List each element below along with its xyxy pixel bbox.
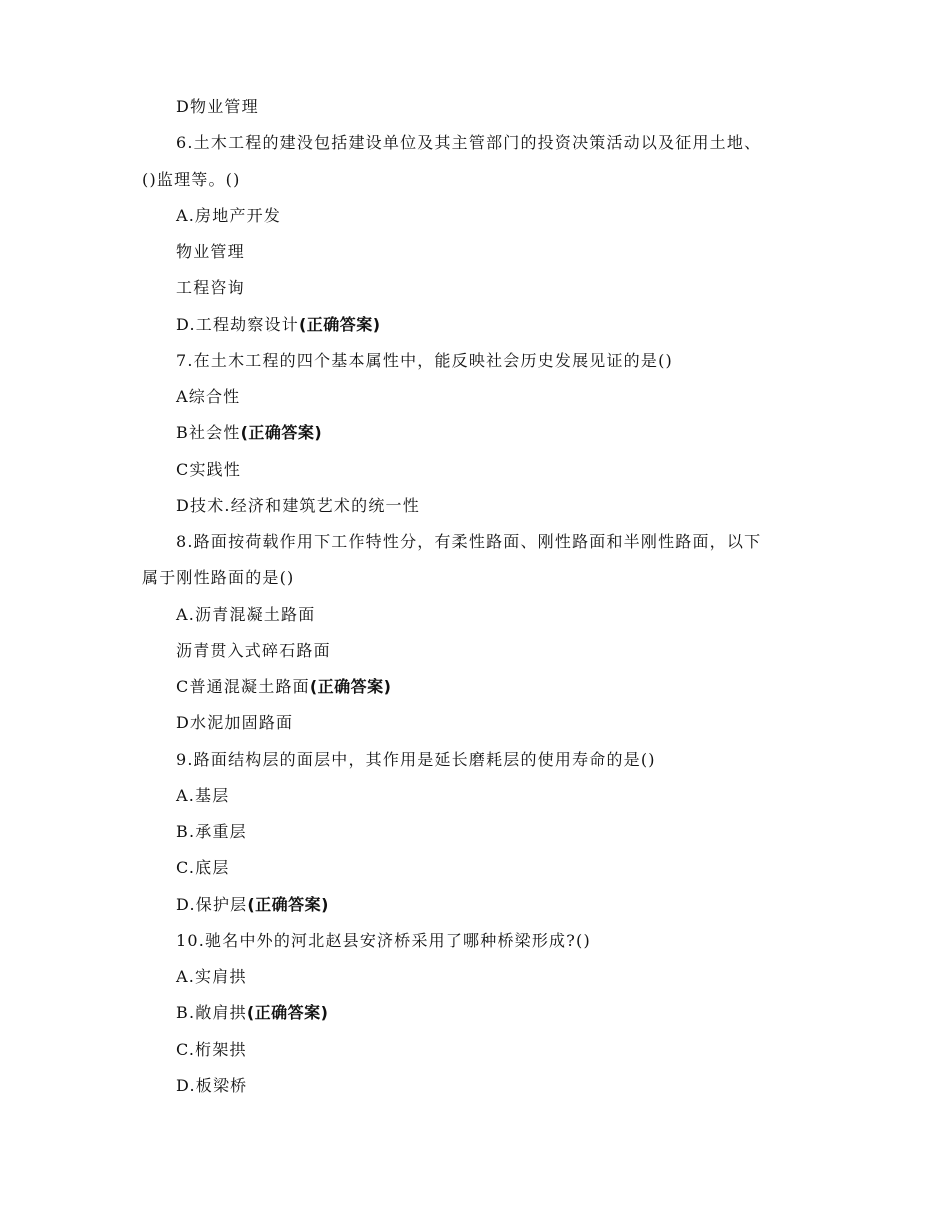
option-line: 工程咨询 — [176, 278, 245, 297]
option-line: 沥青贯入式碎石路面 — [176, 641, 331, 660]
question-continuation-line: 属于刚性路面的是() — [142, 568, 295, 587]
option-line: D.保护层(正确答案) — [176, 895, 329, 914]
question-line: 7.在土木工程的四个基本属性中，能反映社会历史发展见证的是() — [176, 351, 673, 370]
option-line: C实践性 — [176, 460, 242, 479]
option-line: D.工程劫察设计(正确答案) — [176, 315, 381, 334]
option-line: D水泥加固路面 — [176, 713, 294, 732]
correct-answer-mark: (正确答案) — [309, 677, 392, 696]
option-line: A综合性 — [176, 387, 241, 406]
option-line: A.房地产开发 — [176, 206, 282, 225]
option-line: B.承重层 — [176, 822, 247, 841]
correct-answer-mark: (正确答案) — [246, 1003, 329, 1022]
option-line: C.桁架拱 — [176, 1040, 247, 1059]
option-line: D物业管理 — [176, 97, 259, 116]
option-line: B社会性(正确答案) — [176, 423, 323, 442]
question-line: 10.驰名中外的河北赵县安济桥采用了哪种桥梁形成?() — [176, 931, 591, 950]
correct-answer-mark: (正确答案) — [298, 315, 381, 334]
question-line: 9.路面结构层的面层中，其作用是延长磨耗层的使用寿命的是() — [176, 750, 656, 769]
option-line: C.底层 — [176, 858, 230, 877]
question-line: 8.路面按荷载作用下工作特性分，有柔性路面、刚性路面和半刚性路面，以下 — [176, 532, 762, 551]
option-line: B.敞肩拱(正确答案) — [176, 1003, 329, 1022]
option-line: D.板梁桥 — [176, 1076, 248, 1095]
option-line: A.基层 — [176, 786, 230, 805]
question-continuation-line: ()监理等。() — [142, 170, 241, 189]
option-line: 物业管理 — [176, 242, 245, 261]
option-line: D技术.经济和建筑艺术的统一性 — [176, 496, 420, 515]
correct-answer-mark: (正确答案) — [240, 423, 323, 442]
option-line: C普通混凝土路面(正确答案) — [176, 677, 392, 696]
question-line: 6.土木工程的建没包括建设单位及其主管部门的投资决策活动以及征用土地、 — [176, 133, 762, 152]
option-line: A.沥青混凝土路面 — [176, 605, 316, 624]
option-line: A.实肩拱 — [176, 967, 247, 986]
correct-answer-mark: (正确答案) — [247, 895, 329, 914]
